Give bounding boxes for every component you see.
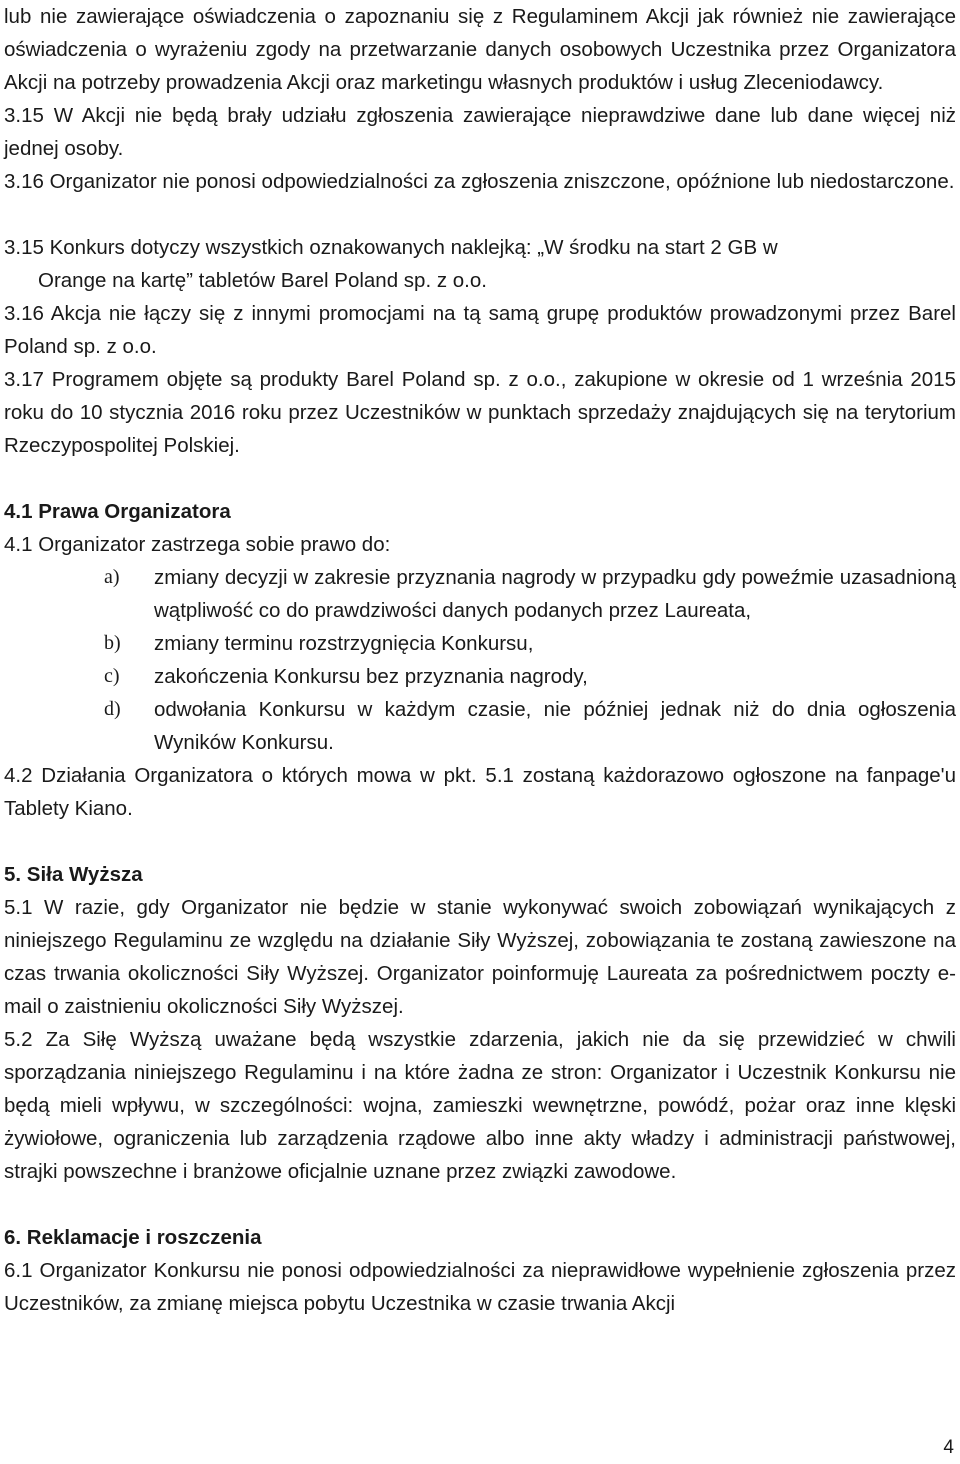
list-item-text: zmiany terminu rozstrzygnięcia Konkursu,: [154, 632, 534, 655]
paragraph-3-16-promotions: 3.16 Akcja nie łączy się z innymi promocjami na tą samą grupę produktów prowadzonymi przez Barel Poland sp. z o.o.: [4, 302, 956, 358]
section-4-heading: 4.1 Prawa Organizatora: [4, 500, 231, 523]
paragraph-6-1: 6.1 Organizator Konkursu nie ponosi odpowiedzialności za nieprawidłowe wypełnienie zgłoszenia przez Uczestników, za zmianę miejsca pobytu Uczestnika w czasie trwania Akcji: [4, 1259, 956, 1315]
organizer-rights-list: [4, 561, 956, 759]
section-6-heading: 6. Reklamacje i roszczenia: [4, 1226, 262, 1249]
spacer: [4, 198, 956, 231]
list-marker: b): [104, 632, 121, 654]
paragraph-3-15-false-data: 3.15 W Akcji nie będą brały udziału zgłoszenia zawierające nieprawdziwe dane lub dane więcej niż jednej osoby.: [4, 104, 956, 160]
page-number: 4: [943, 1437, 954, 1458]
list-item-text: zakończenia Konkursu bez przyznania nagrody,: [154, 665, 588, 688]
section-5-heading: 5. Siła Wyższa: [4, 863, 143, 886]
list-marker: a): [104, 566, 120, 588]
paragraph-3-15-contest-line1: 3.15 Konkurs dotyczy wszystkich oznakowanych naklejką: „W środku na start 2 GB w: [4, 236, 778, 259]
paragraph-5-2: 5.2 Za Siłę Wyższą uważane będą wszystkie zdarzenia, jakich nie da się przewidzieć w chwili sporządzania niniejszego Regulaminu i na które żadna ze stron: Organizator i Uczestnik Konkursu nie będą mieli wpływu, w szczególności: wojna, zamieszki wewnętrzne, powódź, pożar oraz inne klęski żywiołowe, ograniczenia lub zarządzenia rządowe albo inne akty władzy i administracji państwowej, strajki powszechne i branżowe oficjalnie uznane przez związki zawodowe.: [4, 1028, 956, 1183]
document-page: [4, 0, 956, 1320]
list-item: [4, 693, 956, 759]
paragraph-consent: lub nie zawierające oświadczenia o zapoznaniu się z Regulaminem Akcji jak również nie zawierające oświadczenia o wyrażeniu zgody na przetwarzanie danych osobowych Uczestnika przez Organizatora Akcji na potrzeby prowadzenia Akcji oraz marketingu własnych produktów i usług Zleceniodawcy.: [4, 5, 956, 94]
list-marker: d): [104, 698, 121, 720]
list-item-text: odwołania Konkursu w każdym czasie, nie później jednak niż do dnia ogłoszenia Wyników Konkursu.: [154, 698, 956, 754]
paragraph-4-2: 4.2 Działania Organizatora o których mowa w pkt. 5.1 zostaną każdorazowo ogłoszone na fanpage'u Tablety Kiano.: [4, 764, 956, 820]
list-marker: c): [104, 665, 120, 687]
section-4-intro: 4.1 Organizator zastrzega sobie prawo do:: [4, 533, 391, 556]
spacer: [4, 462, 956, 495]
list-item-text: zmiany decyzji w zakresie przyznania nagrody w przypadku gdy poweźmie uzasadnioną wątpliwość co do prawdziwości danych podanych przez Laureata,: [154, 566, 956, 622]
list-item: [4, 627, 956, 660]
paragraph-3-16-liability: 3.16 Organizator nie ponosi odpowiedzialności za zgłoszenia zniszczone, opóźnione lub niedostarczone.: [4, 170, 955, 193]
paragraph-3-15-contest-line2: Orange na kartę” tabletów Barel Poland sp. z o.o.: [38, 269, 487, 292]
list-item: [4, 561, 956, 627]
list-item: [4, 660, 956, 693]
paragraph-5-1: 5.1 W razie, gdy Organizator nie będzie w stanie wykonywać swoich zobowiązań wynikających z niniejszego Regulaminu ze względu na działanie Siły Wyższej, zobowiązania te zostaną zawieszone na czas trwania okoliczności Siły Wyższej. Organizator poinformuję Laureata za pośrednictwem poczty e-mail o zaistnieniu okoliczności Siły Wyższej.: [4, 896, 956, 1018]
spacer: [4, 1188, 956, 1221]
paragraph-3-17-products: 3.17 Programem objęte są produkty Barel Poland sp. z o.o., zakupione w okresie od 1 września 2015 roku do 10 stycznia 2016 roku przez Uczestników w punktach sprzedaży znajdujących się na terytorium Rzeczypospolitej Polskiej.: [4, 368, 956, 457]
spacer: [4, 825, 956, 858]
